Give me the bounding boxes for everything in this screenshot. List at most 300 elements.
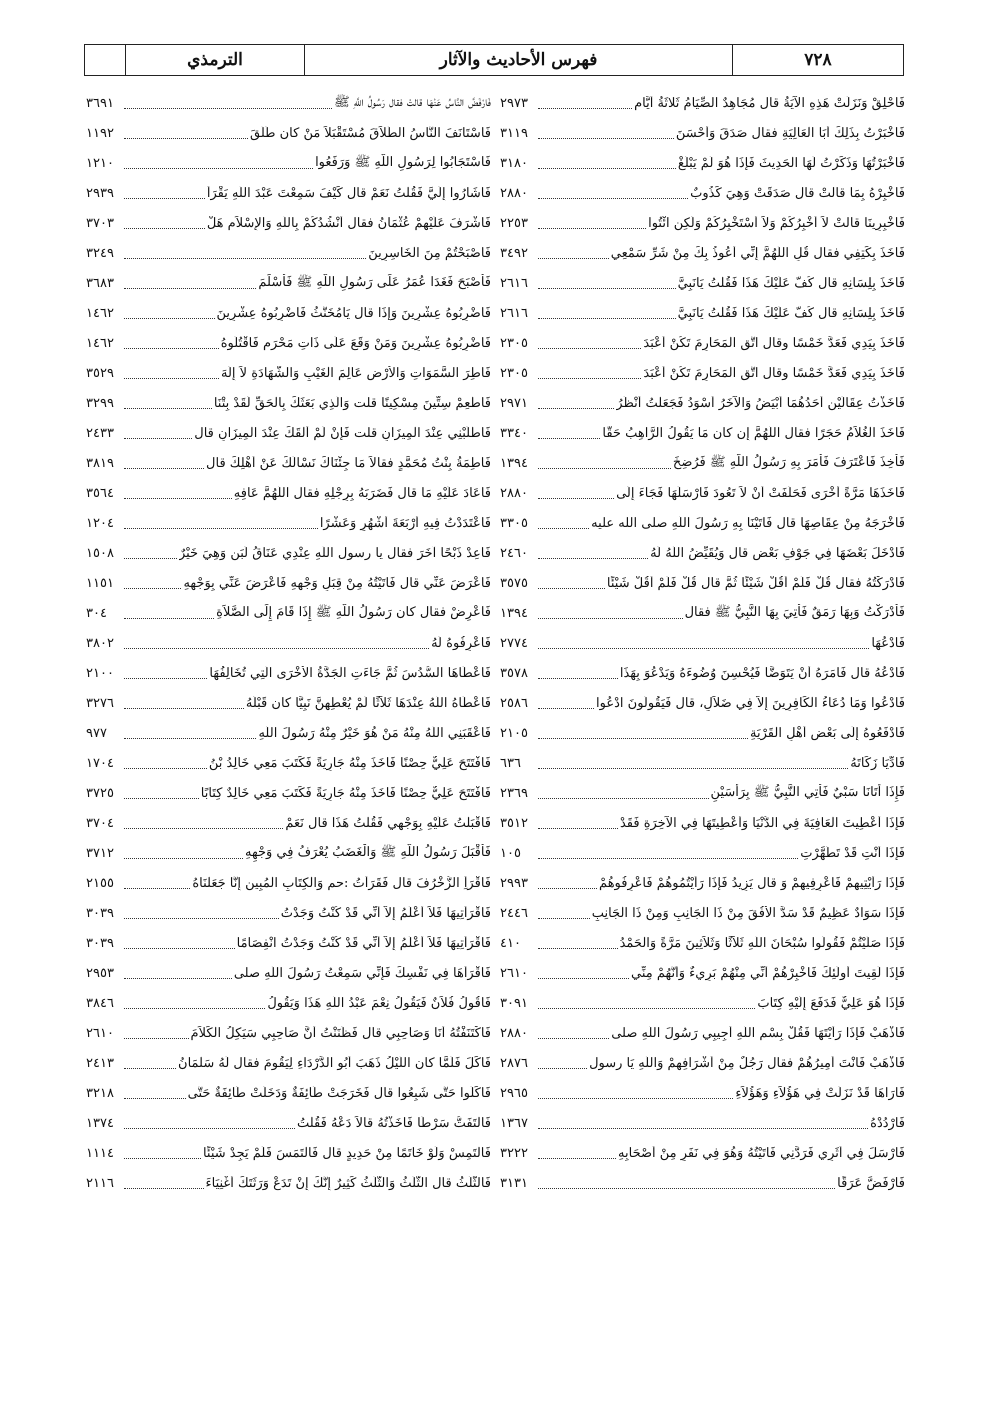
dot-leader <box>538 737 748 739</box>
index-entry <box>86 148 491 178</box>
index-entry <box>500 118 905 148</box>
entry-text: فَإِذَا أَنْتِ قَدْ تَطَهَّرْتِ <box>800 845 905 861</box>
dot-leader <box>538 917 590 919</box>
hadith-number: ١٣٦٧ <box>500 1115 528 1131</box>
index-entry <box>500 898 905 928</box>
entry-text: فَادْعُهُ قال فَأَمَرَهُ أَنْ يَتَوَضَّأَ فَيُحْسِنَ وُضُوءَهُ وَيَدْعُوَ بِهَذَا <box>619 665 905 681</box>
index-entry <box>86 598 491 628</box>
dot-leader <box>124 587 181 589</box>
left-column <box>86 88 491 1198</box>
entry-text: فَأَخَذَ الْغُلاَمُ حَجَرًا فقال اللَّهُمَّ إِن كان مَا يَقُولُ الرَّاهِبُ حَقًّا <box>602 425 905 441</box>
hadith-number: ٣٥٧٨ <box>500 665 528 681</box>
dot-leader <box>538 977 629 979</box>
index-entry <box>86 418 491 448</box>
hadith-number: ٣٥٧٥ <box>500 575 528 591</box>
index-entry <box>500 658 905 688</box>
index-entry <box>500 478 905 508</box>
entry-text: فَاضْرِبُوهُ عِشْرِينَ وَإِذَا قال يَامُخَنَّثُ فَاضْرِبُوهُ عِشْرِينَ <box>216 305 491 321</box>
dot-leader <box>124 167 313 169</box>
index-entry <box>86 208 491 238</box>
dot-leader <box>538 857 798 859</box>
entry-text: فَافْتَتَحَ عَلِيٌّ حِصْنًا فَأَخَذَ مِنْهُ جَارِيَةً فَكَتَبَ مَعِي خَالِدٌ كِتَابًا <box>200 785 491 801</box>
index-entry <box>86 268 491 298</box>
entry-text: فَأَدْخَلَ بَعْضَهَا فِي جَوْفِ بَعْضٍ قال وَيُقَيِّضُ اللَّهُ لَهُ <box>650 545 905 561</box>
dot-leader <box>124 467 204 469</box>
hadith-number: ٦٣٦ <box>500 755 521 771</box>
dot-leader <box>124 107 332 109</box>
entry-text: فَأَشْرَفَ عَلَيْهِمْ عُثْمَانُ فقال أَنْشُدُكُمْ بِاللَّهِ وَالإِسْلاَمِ هَلْ <box>206 215 491 231</box>
entry-text: فَأَكَلَ فَلَمَّا كان اللَّيْلُ ذَهَبَ أَبُو الدَّرْدَاءِ لِيَقُومَ فقال لَهُ سَلْمَانُ <box>178 1055 491 1071</box>
hadith-number: ١٣٩٤ <box>500 605 528 621</box>
hadith-number: ١٢٠٤ <box>86 515 114 531</box>
index-entry <box>86 358 491 388</box>
entry-text: فَأَخْبِرِينَا قالتْ لاَ أُخْبِرُكُمْ وَلاَ أَسْتَخْبِرُكُمْ وَلَكِنِ ائْتُوا <box>648 215 905 231</box>
hadith-number: ٣٣٠٥ <box>500 515 528 531</box>
dot-leader <box>124 1067 176 1069</box>
index-entry <box>86 988 491 1018</box>
entry-text: فَاعْتَدَدْتُ فِيهِ أَرْبَعَةَ أَشْهُرٍ وَعَشْرًا <box>319 515 491 531</box>
hadith-number: ٣٢٧٦ <box>86 695 114 711</box>
entry-text: فَأَقْبَلْتُ عَلَيْهِ بِوَجْهِي فَقُلْتُ هَذَا قال نَعَمْ <box>285 815 491 831</box>
dot-leader <box>538 167 676 169</box>
index-entry <box>86 328 491 358</box>
entry-text: فَإِذَا هُوَ عَلِيٌّ فَدَفَعَ إِلَيْهِ كِتَابَ <box>757 995 905 1011</box>
dot-leader <box>538 887 597 889</box>
dot-leader <box>124 1127 295 1129</box>
entry-text: فَأَخْرَجَهُ مِنْ عِقَاصِهَا قال فَأَتَيْنَا بِهِ رَسُولَ اللَّهِ صلى الله عليه <box>591 515 905 531</box>
dot-leader <box>538 947 618 949</box>
dot-leader <box>124 557 177 559</box>
entry-text: فَالْتَفَتُّ سَرْطًا فَأَخَذْتُهُ قالاَ دَعْهُ فَقُلْتُ <box>296 1115 491 1131</box>
entry-text: فَأَطْعِمْ سِتِّينَ مِسْكِينًا قلت وَالَّذِي بَعَثَكَ بِالْحَقِّ لَقَدْ بِتْنَا <box>213 395 491 411</box>
entry-text: فَاطْلُبْنِي عِنْدَ الْمِيزَانِ قلت فَإِنْ لَمْ أَلْقَكَ عِنْدَ الْمِيزَانِ قال <box>194 425 491 441</box>
entry-text: فَأَخَذَ بِكَتِفِي فقال قُلِ اللَّهُمَّ إِنِّي أَعُوذُ بِكَ مِنْ شَرِّ سَمْعِي <box>610 245 905 261</box>
index-entry <box>86 568 491 598</box>
dot-leader <box>538 407 614 409</box>
entry-text: فَأَخْبَرْتُ بِذَلِكَ أَبَا الْعَالِيَةِ فقال صَدَقَ وَأَحْسَنَ <box>675 125 905 141</box>
index-entry <box>86 838 491 868</box>
index-entry <box>86 388 491 418</box>
dot-leader <box>124 977 232 979</box>
dot-leader <box>124 137 248 139</box>
hadith-number: ١٤٦٢ <box>86 335 114 351</box>
hadith-number: ٣٨٠٢ <box>86 635 114 651</box>
entry-text: فَأَقْرَأْتِيهَا فَلاَ أَعْلَمُ إِلاَّ أَنِّي قَدْ كُنْتُ وَجَدْتُ <box>280 905 491 921</box>
hadith-number: ٢٩٩٣ <box>500 875 528 891</box>
index-entry <box>86 628 491 658</box>
hadith-number: ٣٢٩٩ <box>86 395 114 411</box>
dot-leader <box>538 1187 835 1189</box>
index-entry <box>500 988 905 1018</box>
index-entry <box>86 178 491 208</box>
entry-text: فَأَقْرَأْتِيهَا فَلاَ أَعْلَمُ إِلاَّ أَنِّي قَدْ كُنْتُ وَجَدْتُ انْفِصَامًا <box>236 935 491 951</box>
hadith-number: ٢٥٨٦ <box>500 695 528 711</box>
entry-text: فَإِذَا أَتَانَا سَبْيٌ فَأْتِي النَّبِيُّ ﷺ بِرَأْسَيْنِ <box>710 784 905 800</box>
index-entry <box>86 1078 491 1108</box>
dot-leader <box>538 257 609 259</box>
hadith-number: ٢٩٧١ <box>500 395 528 411</box>
index-entry <box>500 688 905 718</box>
hadith-number: ٢١٠٥ <box>500 725 528 741</box>
hadith-number: ١٣٩٤ <box>500 455 528 471</box>
dot-leader <box>538 527 589 529</box>
dot-leader <box>124 737 256 739</box>
index-entry <box>86 1168 491 1198</box>
hadith-number: ٢٩٥٣ <box>86 965 114 981</box>
page-number: ٧٢٨ <box>732 45 903 75</box>
hadith-number: ٣٢١٨ <box>86 1085 114 1101</box>
index-entry <box>86 298 491 328</box>
entry-text: فَارْفَضَّ عَرَقًا <box>837 1175 905 1191</box>
hadith-number: ٢٣٦٩ <box>500 785 528 801</box>
index-entry <box>500 718 905 748</box>
dot-leader <box>124 527 318 529</box>
dot-leader <box>538 437 600 439</box>
entry-text: فَاذْهَبْ فَإِذَا رَأَيْتَهَا فَقُلْ بِسْمِ اللَّهِ أَجِيبِي رَسُولَ اللَّهِ صلى <box>611 1025 905 1041</box>
entry-text: فَأَرَاهَا قَدْ نَزَلَتْ فِي هَؤُلاَءِ وَهَؤُلاَءِ <box>735 1085 905 1101</box>
index-entry <box>500 1108 905 1138</box>
hadith-number: ٣٠٣٩ <box>86 935 114 951</box>
hadith-number: ٣٧٠٤ <box>86 815 114 831</box>
dot-leader <box>538 227 646 229</box>
hadith-number: ٩٧٧ <box>86 725 107 741</box>
dot-leader <box>538 647 869 649</box>
entry-text: فَأَصْبَحْتُمْ مِنَ الْخَاسِرِينَ <box>368 245 491 261</box>
index-entry <box>500 208 905 238</box>
dot-leader <box>124 767 207 769</box>
hadith-number: ٣٣٤٠ <box>500 425 528 441</box>
dot-leader <box>124 437 192 439</box>
index-entry <box>500 448 905 478</box>
index-entry <box>500 148 905 178</box>
dot-leader <box>124 317 215 319</box>
dot-leader <box>124 887 190 889</box>
entry-text: فَاحْلِقْ وَنَزَلَتْ هَذِهِ الآيَةُ قال مُجَاهِدٌ الصِّيَامُ ثَلاثَةُ أَيَّامٍ <box>634 95 905 111</box>
entry-text: فَاعْرِفُوهُ لَهُ <box>431 635 491 651</box>
dot-leader <box>124 947 235 949</box>
entry-text: فَأَخَذْتُ عِقَالَيْنِ أَحَدُهُمَا أَبْيَضُ وَالآخَرُ أَسْوَدُ فَجَعَلْتُ أَنْظُرُ <box>616 395 905 411</box>
entry-text: فَأَعْطَاهُ اللَّهُ عِنْدَهَا ثَلاَثًا لَمْ يُعْطِهِنَّ نَبِيًّا كان قَبْلَهُ <box>245 695 491 711</box>
hadith-number: ١٧٠٤ <box>86 755 114 771</box>
entry-text: فَإِذَا صَلَّيْتُمْ فَقُولُوا سُبْحَانَ اللَّهِ ثَلاَثًا وَثَلاَثِينَ مَرَّةً وَالْحَمْدُ <box>619 935 905 951</box>
page-header <box>84 44 904 76</box>
dot-leader <box>124 797 199 799</box>
entry-text: فَإِذَا سَوَادٌ عَظِيمٌ قَدْ سَدَّ الأُفُقَ مِنْ ذَا الْجَانِبِ وَمِنْ ذَا الْجَانِبِ <box>591 905 905 921</box>
dot-leader <box>538 617 683 619</box>
entry-text: فَاكْتَنَفْتُهُ أَنَا وَصَاحِبِي قال فَظَنَنْتُ أَنَّ صَاحِبِي سَيَكِلُ الْكَلاَمَ <box>190 1025 491 1041</box>
hadith-number: ٣٢٢٢ <box>500 1145 528 1161</box>
hadith-number: ٤١٠ <box>500 935 521 951</box>
index-entry <box>500 568 905 598</box>
dot-leader <box>538 1007 755 1009</box>
entry-text: فَاضْرِبُوهُ عِشْرِينَ وَمَنْ وَقَعَ عَلَى ذَاتِ مَحْرَمٍ فَاقْتُلُوهُ <box>220 335 491 351</box>
dot-leader <box>124 1037 189 1039</box>
entry-text: فَالثُّلُثُ قال الثُّلُثُ وَالثُّلُثُ كَثِيرٌ إِنَّكَ إِنْ تَدَعْ وَرَثَتَكَ أَغْنِيَاءَ <box>205 1175 491 1191</box>
hadith-number: ٢١١٦ <box>86 1175 114 1191</box>
dot-leader <box>538 1037 609 1039</box>
index-entry <box>500 538 905 568</box>
index-entry <box>500 1018 905 1048</box>
dot-leader <box>538 1127 868 1129</box>
hadith-number: ١١١٤ <box>86 1145 114 1161</box>
dot-leader <box>124 1097 186 1099</box>
hadith-number: ٣١٨٠ <box>500 155 528 171</box>
hadith-number: ٢٨٨٠ <box>500 1025 528 1041</box>
dot-leader <box>538 677 618 679</box>
hadith-number: ٢٨٨٠ <box>500 185 528 201</box>
dot-leader <box>538 317 676 319</box>
index-entry <box>500 178 905 208</box>
entry-text: فَالْتَمِسْ وَلَوْ خَاتَمًا مِنْ حَدِيدٍ قال فَالْتَمَسَ فَلَمْ يَجِدْ شَيْئًا <box>202 1145 491 1161</box>
hadith-number: ٢٤٣٣ <box>86 425 114 441</box>
entry-text: فَأَدْرَكْتُهُ فقال قُلْ فَلَمْ أَقُلْ شَيْئًا ثُمَّ قال قُلْ فَلَمْ أَقُلْ شَيْئًا <box>606 575 905 591</box>
entry-text: فَأَعْطَاهَا السُّدُسَ ثُمَّ جَاءَتِ الْجَدَّةُ الأُخْرَى الَّتِي تُخَالِفُهَا <box>209 665 491 681</box>
hadith-number: ٢٦١٦ <box>500 305 528 321</box>
index-entry <box>86 448 491 478</box>
hadith-number: ٣٥٦٤ <box>86 485 114 501</box>
entry-text: فَأَقْبَلَ رَسُولُ اللَّهِ ﷺ وَالْغَضَبُ يُعْرَفُ فِي وَجْهِهِ <box>245 844 491 860</box>
hadith-number: ١٣٧٤ <box>86 1115 114 1131</box>
dot-leader <box>124 677 207 679</box>
index-entry <box>500 268 905 298</box>
index-entry <box>86 478 491 508</box>
dot-leader <box>124 917 279 919</box>
hadith-number: ١١٩٢ <box>86 125 114 141</box>
dot-leader <box>124 707 244 709</box>
hadith-number: ٢٤٤٦ <box>500 905 528 921</box>
index-entry <box>500 1078 905 1108</box>
entry-text: فَأَدْرَكْتُ وَبِهَا رَمَقٌ فَأُتِيَ بِهَا النَّبِيُّ ﷺ فقال <box>684 604 905 620</box>
dot-leader <box>538 107 632 109</box>
entry-text: فَادْفَعُوهُ إِلَى بَعْضِ أَهْلِ الْقَرْيَةِ <box>750 725 905 741</box>
entry-text: فَأَشَارُوا إِلَيَّ فَقُلْتُ نَعَمْ قال كَيْفَ سَمِعْتَ عَبْدَ اللَّهِ يَقْرَأُ <box>206 185 491 201</box>
index-entry <box>86 88 491 118</box>
book-name: الترمذي <box>125 45 304 75</box>
index-entry <box>500 238 905 268</box>
hadith-number: ٢٨٨٠ <box>500 485 528 501</box>
hadith-number: ٢٣٠٥ <box>500 365 528 381</box>
entry-text: فَأَدِّيَا زَكَاتَهُ <box>850 755 905 771</box>
dot-leader <box>124 857 243 859</box>
index-entry <box>500 358 905 388</box>
dot-leader <box>124 1157 201 1159</box>
entry-text: فَأَخْبِرْهُ بِمَا قالتْ قال صَدَقَتْ وَهِيَ كَذُوبٌ <box>690 185 905 201</box>
entry-text: فَاذْهَبْ فَأَنْتَ أَمِيرُهُمْ فقال رَجُلٌ مِنْ أَشْرَافِهِمْ وَاللَّهِ يَا رسول <box>589 1055 905 1071</box>
index-entry <box>500 1048 905 1078</box>
entry-text: فَأَعِدْ ذَبْحًا آخَرَ فقال يا رسول اللَّهِ عِنْدِي عَنَاقُ لَبَنٍ وَهِيَ خَيْرٌ <box>178 545 491 561</box>
entry-text: فَأَخْبَرْتُهَا وَذَكَرْتُ لَهَا الْحَدِيثَ فَإِذَا هُوَ لَمْ يَبْلُغْ <box>677 155 905 171</box>
index-entry <box>86 238 491 268</box>
dot-leader <box>538 497 614 499</box>
entry-text: فَاطِمَةُ بِنْتُ مُحَمَّدٍ فقالاَ مَا جِئْنَاكَ نَسْأَلُكَ عَنْ أَهْلِكَ قال <box>206 455 491 471</box>
index-entry <box>86 688 491 718</box>
dot-leader <box>124 287 256 289</box>
hadith-number: ٢١٥٥ <box>86 875 114 891</box>
hadith-number: ١٠٥ <box>500 845 521 861</box>
entry-text: فَأَقُولُ فُلاَنٌ فَيَقُولُ نِعْمَ عَبْدُ اللَّهِ هَذَا وَيَقُولُ <box>267 995 491 1011</box>
dot-leader <box>124 827 283 829</box>
index-entry <box>86 1048 491 1078</box>
hadith-number: ٣٢٤٩ <box>86 245 114 261</box>
index-entry <box>86 718 491 748</box>
dot-leader <box>538 587 605 589</box>
hadith-number: ٣٠٩١ <box>500 995 528 1011</box>
dot-leader <box>538 467 671 469</box>
hadith-number: ٢٩٣٩ <box>86 185 114 201</box>
index-entry <box>86 748 491 778</box>
dot-leader <box>124 1007 265 1009</box>
entry-text: فَاعْرِضْ فقال كان رَسُولُ اللَّهِ ﷺ إِذَا قَامَ إِلَى الصَّلاَةِ <box>216 604 491 620</box>
dot-leader <box>538 287 676 289</box>
index-entry <box>500 778 905 808</box>
dot-leader <box>124 1187 204 1189</box>
hadith-number: ٢١٠٠ <box>86 665 114 681</box>
index-entry <box>86 538 491 568</box>
entry-text: فَإِذَا رَأَيْتِيهِمْ فَاعْرِفِيهِمْ وَ قال يَزِيدُ فَإِذَا رَأَيْتُمُوهُمْ فَاعْرِفُوهُمْ <box>599 875 905 891</box>
entry-text: فَإِذَا أُعْطِيتَ الْعَافِيَةَ فِي الدُّنْيَا وَأُعْطِيتَهَا فِي الآخِرَةِ فَقَدْ <box>619 815 905 831</box>
hadith-number: ٣٨١٩ <box>86 455 114 471</box>
dot-leader <box>538 797 709 799</box>
hadith-number: ٢٦١٠ <box>500 965 528 981</box>
hadith-number: ٣٧٢٥ <box>86 785 114 801</box>
hadith-number: ١٥٠٨ <box>86 545 114 561</box>
entry-text: فَادْعُوا وَمَا دُعَاءُ الْكَافِرِينَ إِلاَّ فِي ضَلاَلٍ، قال فَيَقُولُونَ ادْعُوا <box>596 695 905 711</box>
entry-text: فَاطِرَ السَّمَوَاتِ وَالأَرْضِ عَالِمَ الْغَيْبِ وَالشَّهَادَةِ لاَ إِلَهَ <box>221 365 491 381</box>
index-entry <box>500 1168 905 1198</box>
entry-text: فَأَخَذَ بِيَدِي فَعَدَّ خَمْسًا وقال اتَّقِ الْمَحَارِمَ تَكُنْ أَعْبَدَ <box>643 365 905 381</box>
entry-text: فَأَعْقَبَنِي اللَّهُ مِنْهُ مَنْ هُوَ خَيْرٌ مِنْهُ رَسُولَ اللَّهِ <box>258 725 491 741</box>
hadith-number: ٣٠٣٩ <box>86 905 114 921</box>
hadith-number: ٣٧١٢ <box>86 845 114 861</box>
index-entry <box>86 1138 491 1168</box>
index-entry <box>500 328 905 358</box>
index-entry <box>86 1018 491 1048</box>
dot-leader <box>538 1157 616 1159</box>
entry-text: فَأَخَذَ بِيَدِي فَعَدَّ خَمْسًا وقال اتَّقِ الْمَحَارِمَ تَكُنْ أَعْبَدَ <box>643 335 905 351</box>
entry-text: فَأَدْعُهَا <box>871 635 905 651</box>
hadith-number: ١١٥١ <box>86 575 114 591</box>
dot-leader <box>538 137 674 139</box>
index-entry <box>500 958 905 988</box>
hadith-number: ٢٧٧٤ <box>500 635 528 651</box>
entry-text: فَأَخَذَ بِلِسَانِهِ قال كُفَّ عَلَيْكَ هَذَا فَقُلْتُ يَانَبِيَّ <box>677 275 905 291</box>
entry-text: فَأَكَلُوا حَتَّى شَبِعُوا قال فَخَرَجَتْ طَائِفَةٌ وَدَخَلَتْ طَائِفَةٌ حَتَّى <box>187 1085 491 1101</box>
hadith-number: ٢٤٦٠ <box>500 545 528 561</box>
hadith-number: ٣٥١٢ <box>500 815 528 831</box>
index-entry <box>500 418 905 448</box>
dot-leader <box>538 377 641 379</box>
index-entry <box>86 658 491 688</box>
dot-leader <box>538 1067 587 1069</box>
entry-text: فَأَعْرَضَ عَنِّي قال فَأَتَيْتُهُ مِنْ قِبَلِ وَجْهِهِ فَأَعْرَضَ عَنِّي بِوَجْهِهِ <box>183 575 491 591</box>
index-entry <box>500 748 905 778</box>
hadith-number: ١٢١٠ <box>86 155 114 171</box>
hadith-number: ٢٣٠٥ <box>500 335 528 351</box>
index-title: فهرس الأحاديث والآثار <box>304 45 732 75</box>
dot-leader <box>124 647 429 649</box>
index-entry <box>86 958 491 988</box>
hadith-number: ٢٤١٣ <box>86 1055 114 1071</box>
entry-text: فَاقْرَأِ الزُّخْرُفَ قال فَقَرَأْتُ :حم وَالْكِتَابِ الْمُبِينِ إِنَّا جَعَلْنَاهُ <box>192 875 491 891</box>
entry-text: فَأَعَادَ عَلَيْهِ مَا قال فَضَرَبَهُ بِرِجْلِهِ فقال اللَّهُمَّ عَافِهِ <box>233 485 491 501</box>
entry-text: فَافْتَتَحَ عَلِيٌّ حِصْنًا فَأَخَذَ مِنْهُ جَارِيَةً فَكَتَبَ مَعِي خَالِدُ بْنُ <box>208 755 491 771</box>
index-entry <box>86 868 491 898</box>
hadith-number: ٣٧٠٣ <box>86 215 114 231</box>
hadith-number: ٣٦٨٣ <box>86 275 114 291</box>
hadith-number: ٣٥٢٩ <box>86 365 114 381</box>
dot-leader <box>124 617 214 619</box>
entry-text: فَاسْتَأْنَفَ النَّاسُ الطَّلاَقَ مُسْتَقْبَلاً مَنْ كان طَلَّقَ <box>249 125 491 141</box>
dot-leader <box>124 347 219 349</box>
index-entry <box>500 388 905 418</box>
hadith-number: ٢٨٧٦ <box>500 1055 528 1071</box>
entry-text: فَإِذَا لَقِيتَ أُولَئِكَ فَأَخْبِرْهُمْ أَنِّي مِنْهُمْ بَرِيءٌ وَأَنَّهُمْ مِنِّي <box>631 965 905 981</box>
dot-leader <box>538 767 848 769</box>
entry-text: فَاسْتَجَابُوا لِرَسُولِ اللَّهِ ﷺ وَرَفَعُوا <box>315 154 491 170</box>
dot-leader <box>538 1097 733 1099</box>
dot-leader <box>538 557 648 559</box>
index-entry <box>500 1138 905 1168</box>
dot-leader <box>538 827 618 829</box>
entry-text: فَاقْرَأْهَا فِي نَفْسِكَ فَإِنِّي سَمِعْتُ رَسُولَ اللَّهِ صلى <box>233 965 491 981</box>
right-column <box>500 88 905 1198</box>
index-entry <box>500 868 905 898</box>
dot-leader <box>124 497 232 499</box>
index-entry <box>86 928 491 958</box>
hadith-number: ٢٦١٠ <box>86 1025 114 1041</box>
index-entry <box>500 928 905 958</box>
entry-text: فَأَصْبَحَ فَغَدَا عُمَرُ عَلَى رَسُولِ اللَّهِ ﷺ فَأَسْلَمَ <box>258 274 491 290</box>
index-entry <box>500 838 905 868</box>
index-entry <box>500 298 905 328</box>
dot-leader <box>124 227 205 229</box>
hadith-number: ٢٩٧٣ <box>500 95 528 111</box>
index-entry <box>86 898 491 928</box>
hadith-number: ٢٦١٦ <box>500 275 528 291</box>
dot-leader <box>124 257 366 259</box>
hadith-number: ٣٠٤ <box>86 605 107 621</box>
index-entry <box>86 808 491 838</box>
entry-text: فَأَخَذَ بِلِسَانِهِ قال كُفَّ عَلَيْكَ هَذَا فَقُلْتُ يَانَبِيَّ <box>677 305 905 321</box>
hadith-number: ٣٦٩١ <box>86 95 114 111</box>
hadith-number: ١٤٦٢ <box>86 305 114 321</box>
entry-text: فَأُخِذَ فَاعْتَرَفَ فَأَمَرَ بِهِ رَسُولُ اللَّهِ ﷺ فَرُضِخَ <box>672 454 905 470</box>
index-entry <box>500 628 905 658</box>
hadith-number: ٣١٣١ <box>500 1175 528 1191</box>
dot-leader <box>538 707 594 709</box>
index-entry <box>86 118 491 148</box>
dot-leader <box>124 377 219 379</box>
hadith-number: ٣١١٩ <box>500 125 528 141</box>
entry-text: فَأَرْسَلَ فِي أَثَرِي فَرَدَّنِي فَأَتَيْتُهُ وَهُوَ فِي نَفَرٍ مِنْ أَصْحَابِهِ <box>618 1145 905 1161</box>
dot-leader <box>538 197 688 199</box>
dot-leader <box>124 407 212 409</box>
index-entry <box>86 778 491 808</box>
entry-text: فَارْفَضَّ النَّاسُ عَنْهَا قالتْ فقال رَسُولُ اللَّهِ ﷺ <box>333 94 491 110</box>
header-empty-cell <box>85 45 125 75</box>
index-entry <box>86 1108 491 1138</box>
hadith-number: ٢٩٦٥ <box>500 1085 528 1101</box>
index-entry <box>500 808 905 838</box>
hadith-number: ٣٤٩٢ <box>500 245 528 261</box>
index-entry <box>86 508 491 538</box>
hadith-number: ٣٨٤٦ <box>86 995 114 1011</box>
entry-text: فَأَخَذَهَا مَرَّةً أُخْرَى فَحَلَفَتْ أَنْ لاَ تَعُودَ فَأَرْسَلَهَا فَجَاءَ إِلَى <box>616 485 905 501</box>
index-entry <box>500 598 905 628</box>
entry-text: فَارْدُدْهُ <box>870 1115 905 1131</box>
index-entry <box>500 508 905 538</box>
dot-leader <box>538 347 641 349</box>
